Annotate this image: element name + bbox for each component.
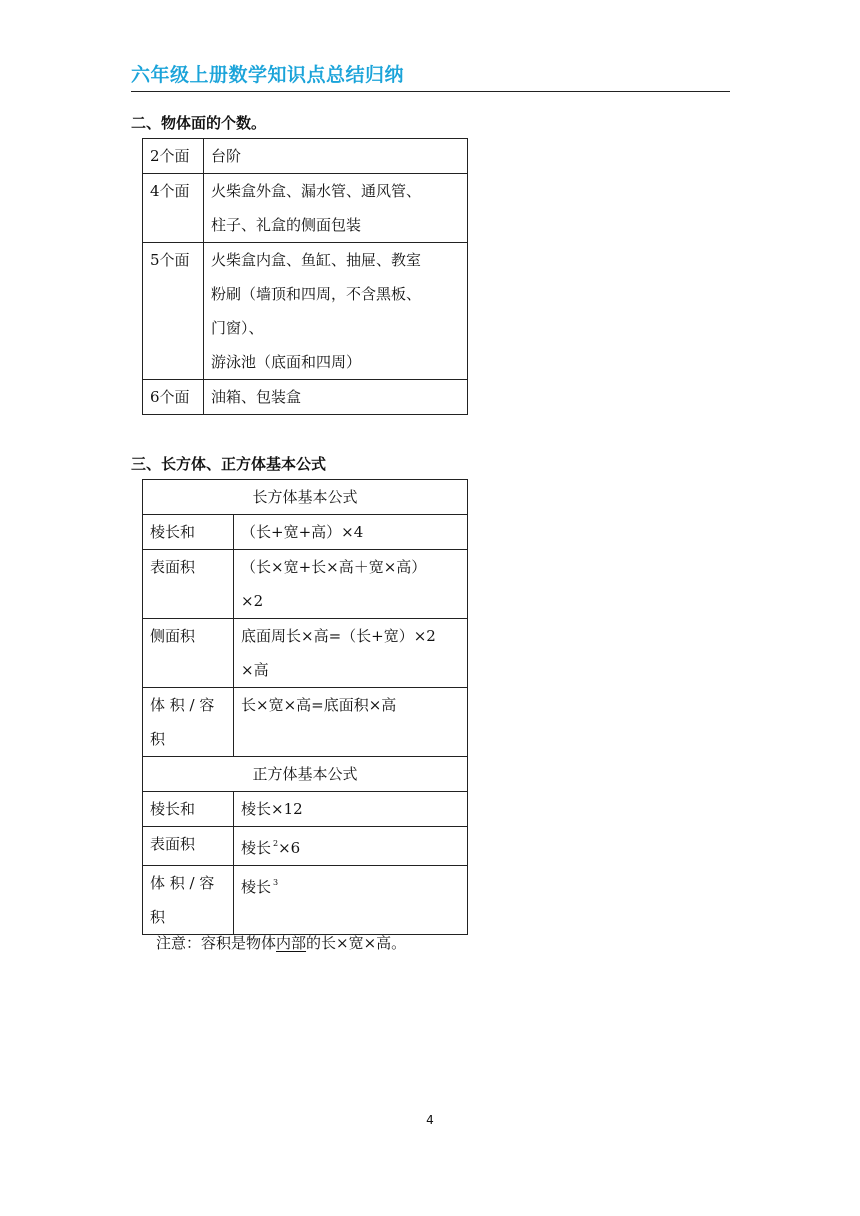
formula-line: 底面周长×高=（长+宽）×2 [241, 627, 436, 645]
formula-line: （长×宽+长×高＋宽×高） [241, 558, 427, 576]
formula-label-line: 棱长和 [150, 523, 196, 541]
formula-label [143, 515, 234, 550]
table-row [143, 792, 468, 827]
formula-line: ×2 [241, 592, 264, 610]
note-text: 注意：容积是物体 [156, 934, 277, 952]
formula-cell [234, 688, 468, 757]
table-row [143, 480, 468, 515]
document-header-title: 六年级上册数学知识点总结归纳 [131, 64, 405, 86]
table-row [143, 688, 468, 757]
formula-label-line: 表面积 [150, 558, 196, 576]
formula-line: ×高 [241, 661, 269, 679]
formula-line: 长×宽×高=底面积×高 [241, 696, 397, 714]
page-number: 4 [426, 1113, 434, 1127]
faces-label: 6个面 [143, 380, 204, 415]
formula-label-line: 体 积 / 容 [150, 874, 215, 892]
table-row [143, 174, 468, 243]
formula-cell [234, 550, 468, 619]
table-row [143, 139, 468, 174]
capacity-note [156, 930, 406, 956]
examples-cell [204, 380, 468, 415]
faces-label: 4个面 [143, 174, 204, 243]
examples-cell [204, 174, 468, 243]
formula-label [143, 619, 234, 688]
formula-base: 棱长 [241, 839, 272, 857]
faces-label: 5个面 [143, 243, 204, 380]
formula-label: 表面积 [143, 827, 234, 866]
formula-label [143, 688, 234, 757]
examples-cell [204, 243, 468, 380]
section-heading-formulas: 三、长方体、正方体基本公式 [131, 455, 327, 473]
table-row [143, 619, 468, 688]
formula-cell [234, 827, 468, 866]
formula-label [143, 550, 234, 619]
formula-line: （长+宽+高）×4 [241, 523, 364, 541]
header-divider [131, 91, 730, 92]
examples-line: 火柴盒内盒、鱼缸、抽屉、教室 [211, 251, 422, 269]
examples-line: 台阶 [211, 147, 242, 165]
formula-cell: 棱长×12 [234, 792, 468, 827]
faces-label: 2个面 [143, 139, 204, 174]
section-heading-faces: 二、物体面的个数。 [131, 114, 267, 132]
table-row [143, 380, 468, 415]
examples-cell [204, 139, 468, 174]
formula-tail: ×6 [278, 839, 301, 857]
formula-exponent: 3 [273, 878, 279, 887]
formula-cell [234, 619, 468, 688]
formula-cell [234, 866, 468, 935]
table-row [143, 550, 468, 619]
table-row [143, 243, 468, 380]
examples-line: 游泳池（底面和四周） [211, 353, 362, 371]
formula-label-line: 侧面积 [150, 627, 196, 645]
table-row [143, 827, 468, 866]
formula-label [143, 866, 234, 935]
examples-line: 粉刷（墙顶和四周，不含黑板、 [211, 285, 422, 303]
cube-caption: 正方体基本公式 [143, 757, 468, 792]
table-row [143, 757, 468, 792]
formula-label: 棱长和 [143, 792, 234, 827]
formula-cell [234, 515, 468, 550]
formulas-table [142, 479, 468, 935]
table-row [143, 866, 468, 935]
faces-count-table [142, 138, 468, 415]
examples-line: 柱子、礼盒的侧面包装 [211, 216, 362, 234]
cuboid-caption: 长方体基本公式 [143, 480, 468, 515]
examples-line: 火柴盒外盒、漏水管、通风管、 [211, 182, 422, 200]
note-underlined-text: 内部 [276, 934, 307, 952]
formula-label-line: 积 [150, 730, 166, 748]
formula-label-line: 积 [150, 908, 166, 926]
table-row [143, 515, 468, 550]
formula-base: 棱长 [241, 878, 272, 896]
formula-exponent: 2 [273, 839, 279, 848]
note-text: 的长×宽×高。 [306, 934, 407, 952]
examples-line: 油箱、包装盒 [211, 388, 302, 406]
formula-label-line: 体 积 / 容 [150, 696, 215, 714]
examples-line: 门窗）、 [211, 319, 264, 337]
